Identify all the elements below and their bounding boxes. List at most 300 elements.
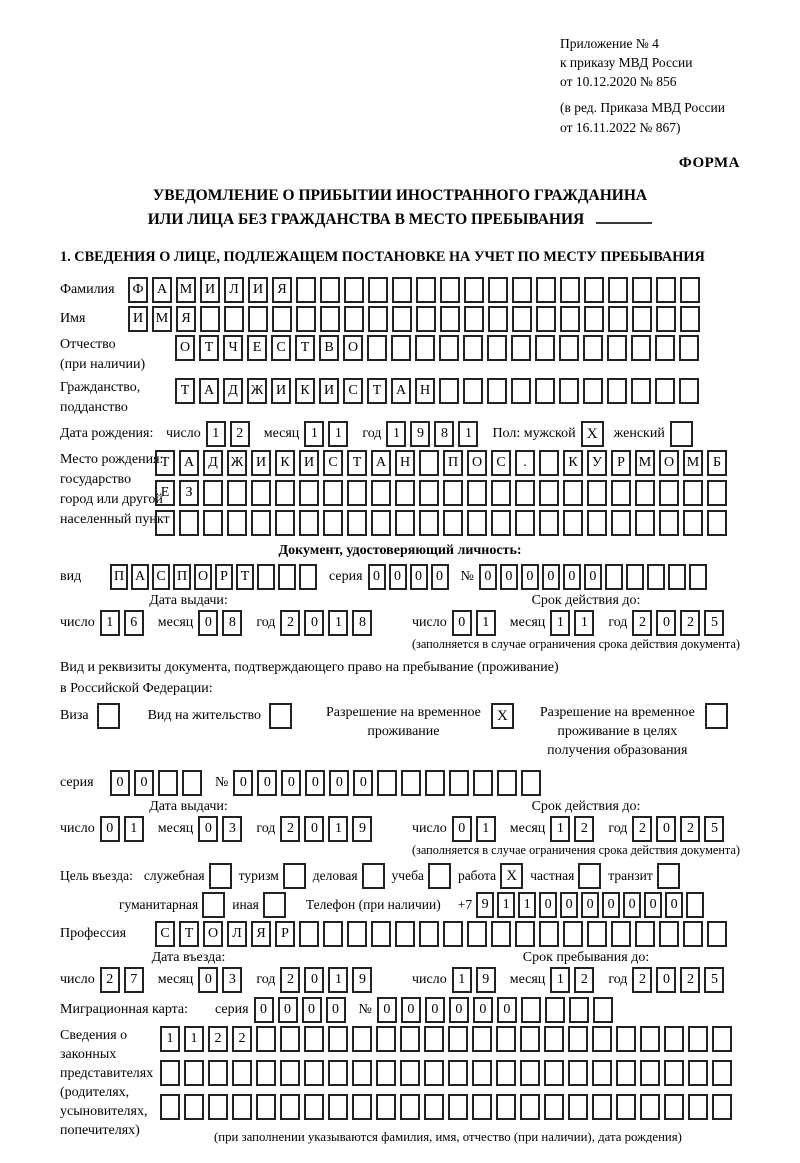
char-box[interactable]	[182, 770, 202, 796]
char-box[interactable]	[487, 335, 507, 361]
char-box[interactable]	[539, 510, 559, 536]
char-box[interactable]: 0	[497, 997, 517, 1023]
char-box[interactable]	[496, 1026, 516, 1052]
char-box[interactable]: 0	[326, 997, 346, 1023]
char-box[interactable]: 6	[124, 610, 144, 636]
char-box[interactable]: А	[152, 277, 172, 303]
char-box[interactable]	[536, 277, 556, 303]
char-box[interactable]: 1	[206, 421, 226, 447]
char-box[interactable]	[304, 1094, 324, 1120]
char-box[interactable]	[568, 1026, 588, 1052]
char-box[interactable]: 1	[328, 421, 348, 447]
char-box[interactable]	[539, 480, 559, 506]
char-box[interactable]	[184, 1060, 204, 1086]
sex-male-checkbox[interactable]: X	[581, 421, 604, 447]
char-box[interactable]	[520, 1060, 540, 1086]
char-box[interactable]: П	[443, 450, 463, 476]
char-box[interactable]	[415, 335, 435, 361]
char-box[interactable]: В	[319, 335, 339, 361]
char-box[interactable]	[659, 480, 679, 506]
char-box[interactable]: Р	[275, 921, 295, 947]
char-box[interactable]	[419, 921, 439, 947]
char-box[interactable]: Ж	[247, 378, 267, 404]
char-box[interactable]	[659, 921, 679, 947]
char-box[interactable]	[304, 1060, 324, 1086]
char-box[interactable]: 8	[434, 421, 454, 447]
char-box[interactable]	[683, 921, 703, 947]
char-box[interactable]	[689, 564, 707, 590]
char-box[interactable]: С	[323, 450, 343, 476]
char-box[interactable]	[400, 1060, 420, 1086]
residence-permit-checkbox[interactable]	[269, 703, 292, 729]
char-box[interactable]: 0	[305, 770, 325, 796]
char-box[interactable]	[515, 510, 535, 536]
char-box[interactable]: 0	[198, 967, 218, 993]
char-box[interactable]: 1	[574, 610, 594, 636]
char-box[interactable]: 2	[632, 967, 652, 993]
char-box[interactable]	[521, 770, 541, 796]
char-box[interactable]	[631, 378, 651, 404]
char-box[interactable]	[299, 564, 317, 590]
char-box[interactable]	[158, 770, 178, 796]
char-box[interactable]	[607, 335, 627, 361]
char-box[interactable]	[521, 997, 541, 1023]
char-box[interactable]	[583, 335, 603, 361]
char-box[interactable]: Р	[611, 450, 631, 476]
char-box[interactable]	[608, 306, 628, 332]
char-box[interactable]	[626, 564, 644, 590]
char-box[interactable]: 2	[574, 816, 594, 842]
char-box[interactable]: 1	[550, 967, 570, 993]
char-box[interactable]: 1	[184, 1026, 204, 1052]
char-box[interactable]	[686, 892, 704, 918]
char-box[interactable]	[656, 277, 676, 303]
char-box[interactable]: 0	[410, 564, 428, 590]
char-box[interactable]	[296, 277, 316, 303]
char-box[interactable]	[616, 1026, 636, 1052]
char-box[interactable]	[511, 378, 531, 404]
char-box[interactable]: 0	[623, 892, 641, 918]
char-box[interactable]	[707, 510, 727, 536]
char-box[interactable]	[232, 1094, 252, 1120]
char-box[interactable]: 2	[280, 610, 300, 636]
purpose-humanitarian-checkbox[interactable]	[202, 892, 225, 918]
char-box[interactable]	[632, 277, 652, 303]
char-box[interactable]	[467, 921, 487, 947]
char-box[interactable]	[299, 510, 319, 536]
char-box[interactable]: 2	[280, 816, 300, 842]
char-box[interactable]: 0	[134, 770, 154, 796]
char-box[interactable]: Д	[203, 450, 223, 476]
char-box[interactable]: 0	[656, 816, 676, 842]
char-box[interactable]	[160, 1094, 180, 1120]
char-box[interactable]: С	[491, 450, 511, 476]
char-box[interactable]: 9	[410, 421, 430, 447]
char-box[interactable]	[367, 335, 387, 361]
char-box[interactable]	[655, 378, 675, 404]
purpose-private-checkbox[interactable]	[578, 863, 601, 889]
char-box[interactable]	[664, 1060, 684, 1086]
char-box[interactable]	[520, 1026, 540, 1052]
char-box[interactable]	[683, 510, 703, 536]
char-box[interactable]	[400, 1026, 420, 1052]
char-box[interactable]: 0	[198, 816, 218, 842]
char-box[interactable]	[472, 1060, 492, 1086]
char-box[interactable]: 0	[389, 564, 407, 590]
char-box[interactable]: 0	[100, 816, 120, 842]
char-box[interactable]	[376, 1094, 396, 1120]
char-box[interactable]	[272, 306, 292, 332]
char-box[interactable]	[376, 1026, 396, 1052]
char-box[interactable]: 2	[208, 1026, 228, 1052]
temp-residence-checkbox[interactable]: X	[491, 703, 514, 729]
char-box[interactable]	[227, 480, 247, 506]
char-box[interactable]	[563, 480, 583, 506]
char-box[interactable]: И	[299, 450, 319, 476]
char-box[interactable]	[463, 335, 483, 361]
char-box[interactable]	[611, 921, 631, 947]
char-box[interactable]: 0	[452, 816, 472, 842]
char-box[interactable]	[536, 306, 556, 332]
char-box[interactable]	[424, 1026, 444, 1052]
char-box[interactable]	[559, 378, 579, 404]
char-box[interactable]	[256, 1026, 276, 1052]
char-box[interactable]	[496, 1094, 516, 1120]
char-box[interactable]	[712, 1094, 732, 1120]
char-box[interactable]	[587, 921, 607, 947]
char-box[interactable]	[545, 997, 565, 1023]
char-box[interactable]	[448, 1094, 468, 1120]
char-box[interactable]: О	[203, 921, 223, 947]
char-box[interactable]	[328, 1060, 348, 1086]
char-box[interactable]: 1	[497, 892, 515, 918]
char-box[interactable]	[488, 306, 508, 332]
char-box[interactable]	[368, 277, 388, 303]
char-box[interactable]: 0	[644, 892, 662, 918]
char-box[interactable]	[635, 921, 655, 947]
char-box[interactable]	[440, 277, 460, 303]
char-box[interactable]: О	[194, 564, 212, 590]
char-box[interactable]: 0	[581, 892, 599, 918]
char-box[interactable]: Р	[215, 564, 233, 590]
char-box[interactable]	[592, 1094, 612, 1120]
char-box[interactable]	[443, 510, 463, 536]
char-box[interactable]	[203, 510, 223, 536]
char-box[interactable]: Л	[227, 921, 247, 947]
char-box[interactable]	[688, 1094, 708, 1120]
char-box[interactable]: 0	[452, 610, 472, 636]
char-box[interactable]: 2	[574, 967, 594, 993]
char-box[interactable]: 0	[401, 997, 421, 1023]
char-box[interactable]	[395, 921, 415, 947]
char-box[interactable]: 0	[425, 997, 445, 1023]
char-box[interactable]	[712, 1060, 732, 1086]
char-box[interactable]	[535, 335, 555, 361]
char-box[interactable]: А	[199, 378, 219, 404]
char-box[interactable]	[656, 306, 676, 332]
char-box[interactable]: М	[152, 306, 172, 332]
char-box[interactable]	[569, 997, 589, 1023]
char-box[interactable]	[659, 510, 679, 536]
char-box[interactable]	[584, 277, 604, 303]
char-box[interactable]	[401, 770, 421, 796]
char-box[interactable]	[280, 1026, 300, 1052]
char-box[interactable]: 3	[222, 816, 242, 842]
char-box[interactable]	[256, 1094, 276, 1120]
char-box[interactable]: 0	[479, 564, 497, 590]
char-box[interactable]: А	[371, 450, 391, 476]
char-box[interactable]	[419, 510, 439, 536]
char-box[interactable]: 0	[449, 997, 469, 1023]
char-box[interactable]	[635, 480, 655, 506]
char-box[interactable]	[203, 480, 223, 506]
char-box[interactable]: М	[635, 450, 655, 476]
visa-checkbox[interactable]	[97, 703, 120, 729]
char-box[interactable]	[568, 1094, 588, 1120]
char-box[interactable]: Д	[223, 378, 243, 404]
char-box[interactable]	[544, 1026, 564, 1052]
char-box[interactable]	[347, 510, 367, 536]
char-box[interactable]: 0	[473, 997, 493, 1023]
char-box[interactable]	[323, 510, 343, 536]
purpose-other-checkbox[interactable]	[263, 892, 286, 918]
char-box[interactable]	[655, 335, 675, 361]
char-box[interactable]	[688, 1026, 708, 1052]
char-box[interactable]	[278, 564, 296, 590]
char-box[interactable]: 0	[257, 770, 277, 796]
temp-residence-edu-checkbox[interactable]	[705, 703, 728, 729]
char-box[interactable]	[563, 510, 583, 536]
char-box[interactable]	[515, 921, 535, 947]
char-box[interactable]	[424, 1060, 444, 1086]
char-box[interactable]	[535, 378, 555, 404]
char-box[interactable]	[439, 378, 459, 404]
char-box[interactable]: 0	[353, 770, 373, 796]
char-box[interactable]: С	[343, 378, 363, 404]
char-box[interactable]	[296, 306, 316, 332]
char-box[interactable]	[616, 1060, 636, 1086]
char-box[interactable]	[424, 1094, 444, 1120]
char-box[interactable]	[512, 306, 532, 332]
char-box[interactable]: М	[176, 277, 196, 303]
char-box[interactable]	[491, 510, 511, 536]
char-box[interactable]	[583, 378, 603, 404]
char-box[interactable]	[560, 277, 580, 303]
char-box[interactable]	[416, 306, 436, 332]
char-box[interactable]	[560, 306, 580, 332]
char-box[interactable]	[683, 480, 703, 506]
char-box[interactable]: О	[175, 335, 195, 361]
char-box[interactable]	[280, 1060, 300, 1086]
char-box[interactable]	[299, 921, 319, 947]
char-box[interactable]: .	[515, 450, 535, 476]
char-box[interactable]	[323, 921, 343, 947]
char-box[interactable]: С	[271, 335, 291, 361]
char-box[interactable]: 0	[233, 770, 253, 796]
char-box[interactable]: 0	[665, 892, 683, 918]
char-box[interactable]: А	[391, 378, 411, 404]
char-box[interactable]	[488, 277, 508, 303]
char-box[interactable]: 2	[232, 1026, 252, 1052]
char-box[interactable]: С	[155, 921, 175, 947]
char-box[interactable]: 0	[602, 892, 620, 918]
char-box[interactable]	[688, 1060, 708, 1086]
purpose-transit-checkbox[interactable]	[657, 863, 680, 889]
char-box[interactable]	[304, 1026, 324, 1052]
char-box[interactable]	[416, 277, 436, 303]
char-box[interactable]: Т	[175, 378, 195, 404]
char-box[interactable]: Т	[155, 450, 175, 476]
char-box[interactable]: Я	[251, 921, 271, 947]
char-box[interactable]	[376, 1060, 396, 1086]
char-box[interactable]	[299, 480, 319, 506]
char-box[interactable]	[464, 306, 484, 332]
char-box[interactable]	[328, 1094, 348, 1120]
char-box[interactable]	[679, 335, 699, 361]
char-box[interactable]	[251, 510, 271, 536]
char-box[interactable]	[275, 510, 295, 536]
char-box[interactable]: 0	[656, 967, 676, 993]
char-box[interactable]: А	[131, 564, 149, 590]
char-box[interactable]	[352, 1060, 372, 1086]
char-box[interactable]	[443, 921, 463, 947]
purpose-business-checkbox[interactable]	[362, 863, 385, 889]
char-box[interactable]: 9	[476, 967, 496, 993]
char-box[interactable]	[371, 510, 391, 536]
purpose-work-checkbox[interactable]: X	[500, 863, 523, 889]
char-box[interactable]: 1	[518, 892, 536, 918]
char-box[interactable]	[347, 480, 367, 506]
char-box[interactable]	[248, 306, 268, 332]
char-box[interactable]: 0	[304, 816, 324, 842]
char-box[interactable]	[464, 277, 484, 303]
char-box[interactable]	[344, 306, 364, 332]
char-box[interactable]	[467, 480, 487, 506]
char-box[interactable]	[395, 480, 415, 506]
char-box[interactable]: Е	[155, 480, 175, 506]
char-box[interactable]: 1	[328, 610, 348, 636]
char-box[interactable]: 0	[563, 564, 581, 590]
char-box[interactable]: А	[179, 450, 199, 476]
char-box[interactable]	[679, 378, 699, 404]
char-box[interactable]	[640, 1026, 660, 1052]
char-box[interactable]: 1	[124, 816, 144, 842]
char-box[interactable]	[568, 1060, 588, 1086]
char-box[interactable]	[440, 306, 460, 332]
char-box[interactable]: 0	[278, 997, 298, 1023]
char-box[interactable]	[371, 921, 391, 947]
char-box[interactable]	[184, 1094, 204, 1120]
char-box[interactable]	[347, 921, 367, 947]
char-box[interactable]	[491, 480, 511, 506]
char-box[interactable]	[232, 1060, 252, 1086]
char-box[interactable]	[377, 770, 397, 796]
char-box[interactable]	[664, 1026, 684, 1052]
char-box[interactable]: Т	[295, 335, 315, 361]
char-box[interactable]: 9	[352, 967, 372, 993]
char-box[interactable]: Т	[236, 564, 254, 590]
char-box[interactable]: 2	[632, 610, 652, 636]
char-box[interactable]: Н	[415, 378, 435, 404]
char-box[interactable]: К	[295, 378, 315, 404]
char-box[interactable]: 0	[198, 610, 218, 636]
sex-female-checkbox[interactable]	[670, 421, 693, 447]
char-box[interactable]	[419, 480, 439, 506]
char-box[interactable]	[631, 335, 651, 361]
char-box[interactable]: И	[319, 378, 339, 404]
char-box[interactable]	[632, 306, 652, 332]
char-box[interactable]	[208, 1060, 228, 1086]
char-box[interactable]: 0	[377, 997, 397, 1023]
char-box[interactable]	[559, 335, 579, 361]
char-box[interactable]	[584, 306, 604, 332]
char-box[interactable]: 9	[352, 816, 372, 842]
char-box[interactable]	[449, 770, 469, 796]
char-box[interactable]	[712, 1026, 732, 1052]
char-box[interactable]	[587, 510, 607, 536]
char-box[interactable]: И	[251, 450, 271, 476]
char-box[interactable]: Т	[199, 335, 219, 361]
char-box[interactable]: 2	[632, 816, 652, 842]
char-box[interactable]	[520, 1094, 540, 1120]
char-box[interactable]	[640, 1094, 660, 1120]
char-box[interactable]	[592, 1026, 612, 1052]
char-box[interactable]	[200, 306, 220, 332]
char-box[interactable]	[256, 1060, 276, 1086]
char-box[interactable]	[664, 1094, 684, 1120]
char-box[interactable]: Б	[707, 450, 727, 476]
char-box[interactable]	[419, 450, 439, 476]
char-box[interactable]: 5	[704, 816, 724, 842]
char-box[interactable]: 0	[329, 770, 349, 796]
char-box[interactable]	[587, 480, 607, 506]
char-box[interactable]: 3	[222, 967, 242, 993]
char-box[interactable]: Л	[224, 277, 244, 303]
char-box[interactable]: Я	[272, 277, 292, 303]
char-box[interactable]	[607, 378, 627, 404]
char-box[interactable]	[680, 277, 700, 303]
char-box[interactable]	[392, 306, 412, 332]
char-box[interactable]: 1	[452, 967, 472, 993]
char-box[interactable]: 1	[328, 967, 348, 993]
char-box[interactable]: 1	[476, 610, 496, 636]
char-box[interactable]: Т	[179, 921, 199, 947]
char-box[interactable]: 0	[110, 770, 130, 796]
char-box[interactable]	[443, 480, 463, 506]
char-box[interactable]	[680, 306, 700, 332]
char-box[interactable]	[352, 1094, 372, 1120]
char-box[interactable]: 0	[302, 997, 322, 1023]
char-box[interactable]	[323, 480, 343, 506]
purpose-official-checkbox[interactable]	[209, 863, 232, 889]
char-box[interactable]	[563, 921, 583, 947]
char-box[interactable]: 1	[160, 1026, 180, 1052]
char-box[interactable]	[448, 1060, 468, 1086]
char-box[interactable]: 2	[680, 967, 700, 993]
char-box[interactable]	[472, 1026, 492, 1052]
char-box[interactable]: С	[152, 564, 170, 590]
char-box[interactable]: 0	[431, 564, 449, 590]
char-box[interactable]: О	[659, 450, 679, 476]
char-box[interactable]: 0	[542, 564, 560, 590]
char-box[interactable]	[539, 921, 559, 947]
char-box[interactable]	[391, 335, 411, 361]
char-box[interactable]: 0	[281, 770, 301, 796]
char-box[interactable]	[511, 335, 531, 361]
char-box[interactable]	[344, 277, 364, 303]
char-box[interactable]	[635, 510, 655, 536]
char-box[interactable]: 0	[304, 610, 324, 636]
